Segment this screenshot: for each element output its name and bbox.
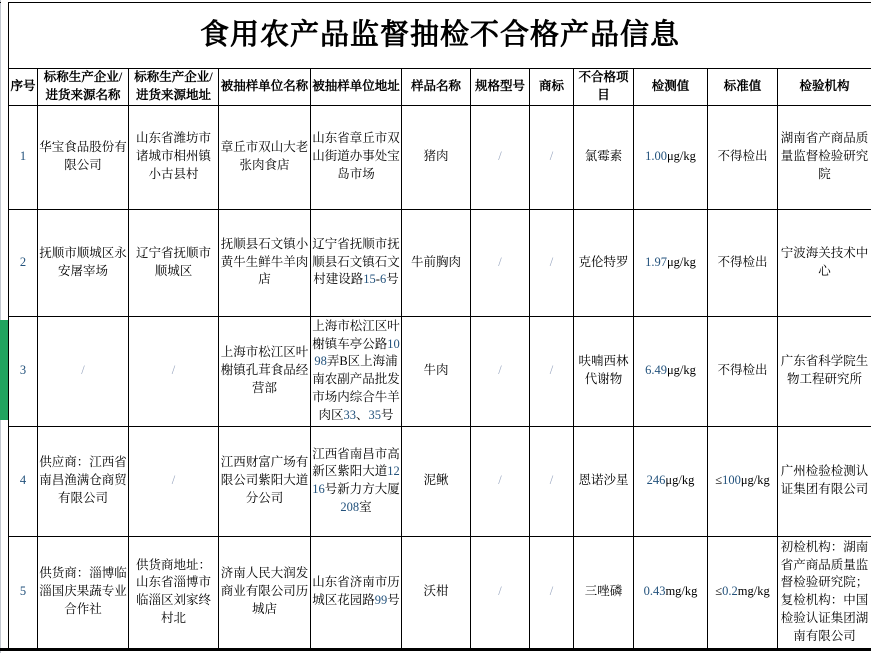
table-cell: 山东省济南市历城区花园路99号 [311, 536, 402, 648]
table-cell: 泥鳅 [402, 426, 471, 536]
col-header-standard-value: 标准值 [708, 69, 778, 106]
col-header-producer-address: 标称生产企业/进货来源地址 [129, 69, 219, 106]
col-header-seq: 序号 [9, 69, 38, 106]
col-header-sampled-unit-address: 被抽样单位地址 [311, 69, 402, 106]
table-cell: 辽宁省抚顺市抚顺县石文镇石文村建设路15-6号 [311, 209, 402, 316]
table-cell: / [530, 105, 574, 209]
table-cell: 呋喃西林代谢物 [574, 316, 634, 426]
table-cell: 2 [9, 209, 38, 316]
table-cell: 济南人民大润发商业有限公司历城店 [219, 536, 311, 648]
table-cell: 牛肉 [402, 316, 471, 426]
table-cell: 沃柑 [402, 536, 471, 648]
table-cell: 牛前胸肉 [402, 209, 471, 316]
table-row [9, 316, 871, 426]
table-cell: 江西省南昌市高新区紫阳大道1216号新力方大厦208室 [311, 426, 402, 536]
table-cell: 6.49μg/kg [634, 316, 708, 426]
table-cell: 广州检验检测认证集团有限公司 [778, 426, 871, 536]
sampling-results-table [8, 2, 871, 649]
table-cell: 供货商地址：山东省淄博市临淄区刘家终村北 [129, 536, 219, 648]
table-row [9, 426, 871, 536]
table-cell: 山东省潍坊市诸城市相州镇小古县村 [129, 105, 219, 209]
table-cell: 上海市松江区叶榭镇孔茸食品经营部 [219, 316, 311, 426]
table-cell: 供应商：江西省南昌渔满仓商贸有限公司 [38, 426, 129, 536]
table-cell: 湖南省产商品质量监督检验研究院 [778, 105, 871, 209]
table-bottom-border [0, 648, 871, 651]
table-cell: 初检机构：湖南省产商品质量监督检验研究院；复检机构：中国检验认证集团湖南有限公司 [778, 536, 871, 648]
table-cell: 246μg/kg [634, 426, 708, 536]
table-cell: 不得检出 [708, 316, 778, 426]
col-header-producer-name: 标称生产企业/进货来源名称 [38, 69, 129, 106]
table-cell: 不得检出 [708, 209, 778, 316]
col-header-detected-value: 检测值 [634, 69, 708, 106]
table-cell: 5 [9, 536, 38, 648]
table-cell: 克伦特罗 [574, 209, 634, 316]
col-header-inspection-agency: 检验机构 [778, 69, 871, 106]
table-cell: ≤100μg/kg [708, 426, 778, 536]
table-cell: 广东省科学院生物工程研究所 [778, 316, 871, 426]
table-cell: / [471, 105, 530, 209]
table-cell: 恩诺沙星 [574, 426, 634, 536]
table-cell: 氯霉素 [574, 105, 634, 209]
table-cell: 1.00μg/kg [634, 105, 708, 209]
table-cell: 4 [9, 426, 38, 536]
table-cell: / [129, 316, 219, 426]
table-cell: / [471, 426, 530, 536]
table-title: 食用农产品监督抽检不合格产品信息 [9, 3, 871, 69]
table-cell: / [129, 426, 219, 536]
table-cell: 辽宁省抚顺市顺城区 [129, 209, 219, 316]
table-cell: 章丘市双山大老张肉食店 [219, 105, 311, 209]
table-row [9, 536, 871, 648]
table-cell: 3 [9, 316, 38, 426]
table-cell: 1 [9, 105, 38, 209]
table-cell: 不得检出 [708, 105, 778, 209]
table-cell: 三唑磷 [574, 536, 634, 648]
row-selection-marker [0, 320, 8, 420]
table-cell: 宁波海关技术中心 [778, 209, 871, 316]
table-cell: 山东省章丘市双山街道办事处宝岛市场 [311, 105, 402, 209]
table-cell: / [530, 426, 574, 536]
col-header-brand: 商标 [530, 69, 574, 106]
table-cell: 华宝食品股份有限公司 [38, 105, 129, 209]
col-header-spec-model: 规格型号 [471, 69, 530, 106]
table-cell: ≤0.2mg/kg [708, 536, 778, 648]
table-cell: 猪肉 [402, 105, 471, 209]
table-cell: 供货商：淄博临淄国庆果蔬专业合作社 [38, 536, 129, 648]
table-cell: / [471, 536, 530, 648]
table-cell: / [38, 316, 129, 426]
table-cell: 上海市松江区叶榭镇车亭公路1098弄B区上海浦南农副产品批发市场内综合牛羊肉区33、35号 [311, 316, 402, 426]
col-header-sampled-unit-name: 被抽样单位名称 [219, 69, 311, 106]
table-cell: 1.97μg/kg [634, 209, 708, 316]
table-cell: / [471, 316, 530, 426]
table-row [9, 105, 871, 209]
table-cell: 0.43mg/kg [634, 536, 708, 648]
table-cell: 抚顺市顺城区永安屠宰场 [38, 209, 129, 316]
table-cell: / [530, 316, 574, 426]
header-row [9, 69, 871, 106]
table-row [9, 209, 871, 316]
table-cell: / [471, 209, 530, 316]
col-header-failed-item: 不合格项目 [574, 69, 634, 106]
table-cell: 江西财富广场有限公司紫阳大道分公司 [219, 426, 311, 536]
table-cell: / [530, 209, 574, 316]
table-cell: / [530, 536, 574, 648]
col-header-sample-name: 样品名称 [402, 69, 471, 106]
table-cell: 抚顺县石文镇小黄牛生鲜牛羊肉店 [219, 209, 311, 316]
